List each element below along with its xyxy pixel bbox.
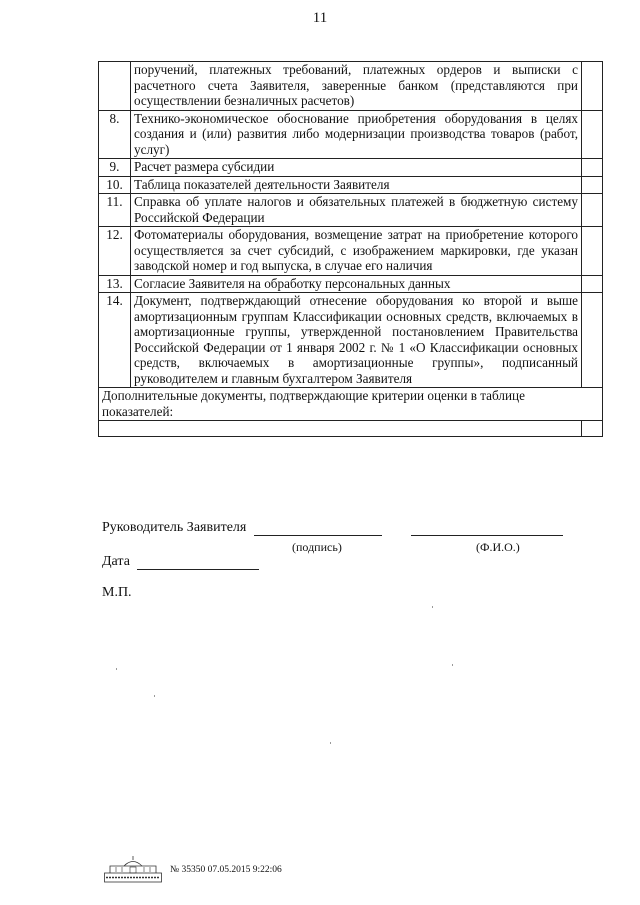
row-text: Расчет размера субсидии: [131, 159, 582, 177]
blank-row: [99, 421, 603, 437]
additional-docs-row: [99, 388, 603, 421]
name-field[interactable]: [411, 535, 563, 536]
blank-cell: [99, 421, 582, 437]
row-text: Согласие Заявителя на обработку персональных данных: [131, 275, 582, 293]
head-signature-line: [102, 520, 563, 536]
blank-check-cell: [582, 421, 603, 437]
signature-caption: (подпись): [292, 540, 342, 554]
row-check-cell: [582, 293, 603, 388]
row-text: Справка об уплате налогов и обязательных платежей в бюджетную систему Российской Федерации: [131, 194, 582, 227]
table-row: [99, 110, 603, 159]
row-text: Фотоматериалы оборудования, возмещение затрат на приобретение которого осуществляется за счет субсидий, с изображением маркировки, где указан заводской номер и год выпуска, в случае его наличия: [131, 227, 582, 276]
additional-docs-text: Дополнительные документы, подтверждающие критерии оценки в таблице показателей:: [99, 388, 603, 421]
row-number: 14.: [99, 293, 131, 388]
row-number: 13.: [99, 275, 131, 293]
documents-table-body: [99, 62, 603, 388]
row-number: 11.: [99, 194, 131, 227]
table-row: [99, 293, 603, 388]
scan-speck: [154, 695, 155, 697]
row-number: 9.: [99, 159, 131, 177]
table-row: [99, 176, 603, 194]
row-check-cell: [582, 227, 603, 276]
seal-label: М.П.: [102, 585, 132, 600]
date-label: Дата: [102, 554, 130, 569]
row-number: 12.: [99, 227, 131, 276]
row-text: Документ, подтверждающий отнесение оборудования ко второй и выше амортизационным группам Классификации основных средств, включаемых в амортизационные группы, утвержденной постановлением Правительства Российской Федерации от 1 января 2002 г. № 1 «О Классификации основных средств, включаемых в амортизационные группы», подписанный руководителем и главным бухгалтером Заявителя: [131, 293, 582, 388]
row-check-cell: [582, 194, 603, 227]
head-label: Руководитель Заявителя: [102, 520, 247, 535]
scan-speck: [330, 742, 331, 744]
footer: [104, 855, 404, 885]
row-text: поручений, платежных требований, платежных ордеров и выписки с расчетного счета Заявителя, заверенные банком (представляются при осуществлении безналичных расчетов): [131, 62, 582, 111]
table-row: [99, 275, 603, 293]
scan-speck: [116, 668, 117, 670]
scan-speck: [432, 606, 433, 608]
row-check-cell: [582, 176, 603, 194]
row-number: 10.: [99, 176, 131, 194]
date-field[interactable]: [137, 569, 259, 570]
table-row: [99, 62, 603, 111]
registration-number: № 35350 07.05.2015 9:22:06: [170, 865, 282, 875]
scan-speck: [452, 664, 453, 666]
row-text: Таблица показателей деятельности Заявителя: [131, 176, 582, 194]
page-number: 11: [312, 10, 328, 26]
row-check-cell: [582, 110, 603, 159]
table-row: [99, 159, 603, 177]
date-line: [102, 554, 259, 570]
building-stamp-icon: [104, 855, 162, 883]
row-number: 8.: [99, 110, 131, 159]
row-check-cell: [582, 159, 603, 177]
name-caption: (Ф.И.О.): [476, 540, 520, 554]
row-check-cell: [582, 275, 603, 293]
documents-table: [98, 61, 603, 437]
table-row: [99, 227, 603, 276]
signature-field[interactable]: [254, 535, 382, 536]
row-check-cell: [582, 62, 603, 111]
table-row: [99, 194, 603, 227]
row-number: [99, 62, 131, 111]
row-text: Технико-экономическое обоснование приобретения оборудования в целях создания и (или) развития либо модернизации производства товаров (работ, услуг): [131, 110, 582, 159]
